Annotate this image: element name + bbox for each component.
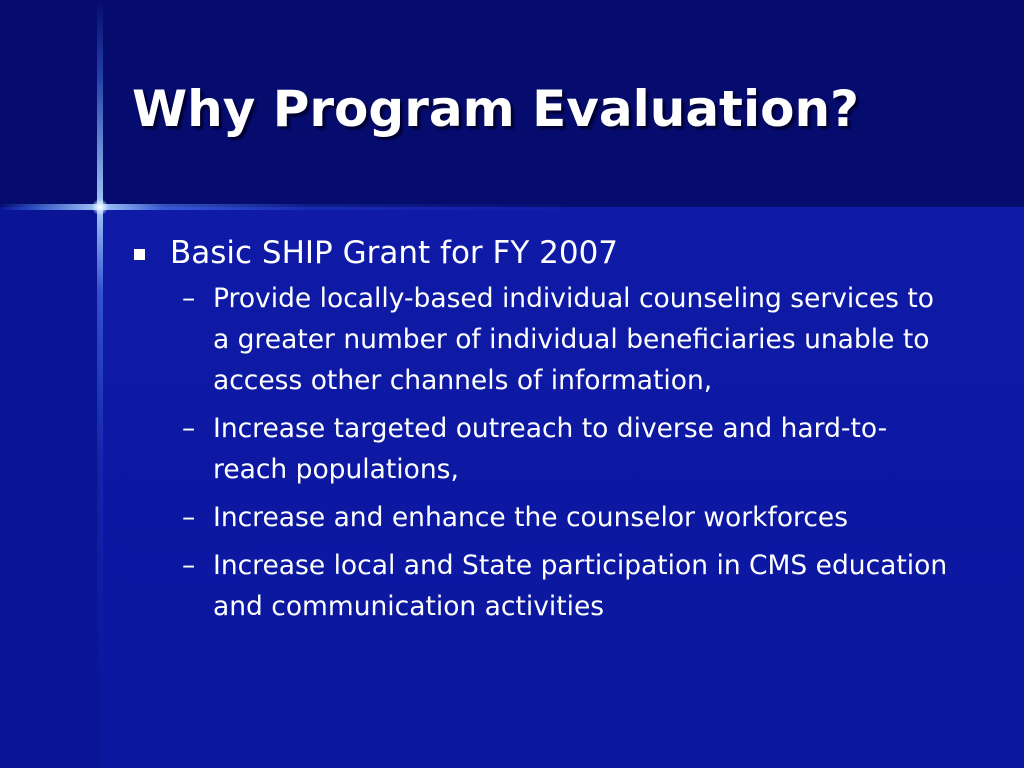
square-bullet-icon: [134, 249, 145, 260]
sub-bullet-text: Increase targeted outreach to diverse and hard-to-reach populations,: [213, 413, 888, 485]
sub-bullet-list: [132, 278, 952, 627]
sub-bullet-text: Increase local and State participation in CMS education and communication activities: [213, 550, 948, 622]
sparkle-star-icon: [92, 199, 108, 215]
dash-marker: –: [182, 413, 196, 444]
sub-bullet-item: [132, 408, 952, 490]
bullet-item: [132, 230, 952, 276]
left-margin-background: [0, 207, 100, 768]
dash-marker: –: [182, 502, 196, 533]
slide-title: Why Program Evaluation?: [132, 80, 860, 138]
sparkle-horizontal-line: [0, 204, 1024, 210]
sub-bullet-item: [132, 278, 952, 401]
sub-bullet-item: [132, 497, 952, 538]
sub-bullet-item: [132, 545, 952, 627]
bullet-text: Basic SHIP Grant for FY 2007: [170, 235, 619, 271]
sub-bullet-text: Provide locally-based individual counseling services to a greater number of individual beneficiaries unable to access other channels of information,: [213, 283, 934, 396]
sparkle-vertical-line: [97, 0, 103, 768]
slide-body: [132, 230, 952, 634]
dash-marker: –: [182, 283, 196, 314]
sub-bullet-text: Increase and enhance the counselor workforces: [213, 502, 849, 533]
dash-marker: –: [182, 550, 196, 581]
